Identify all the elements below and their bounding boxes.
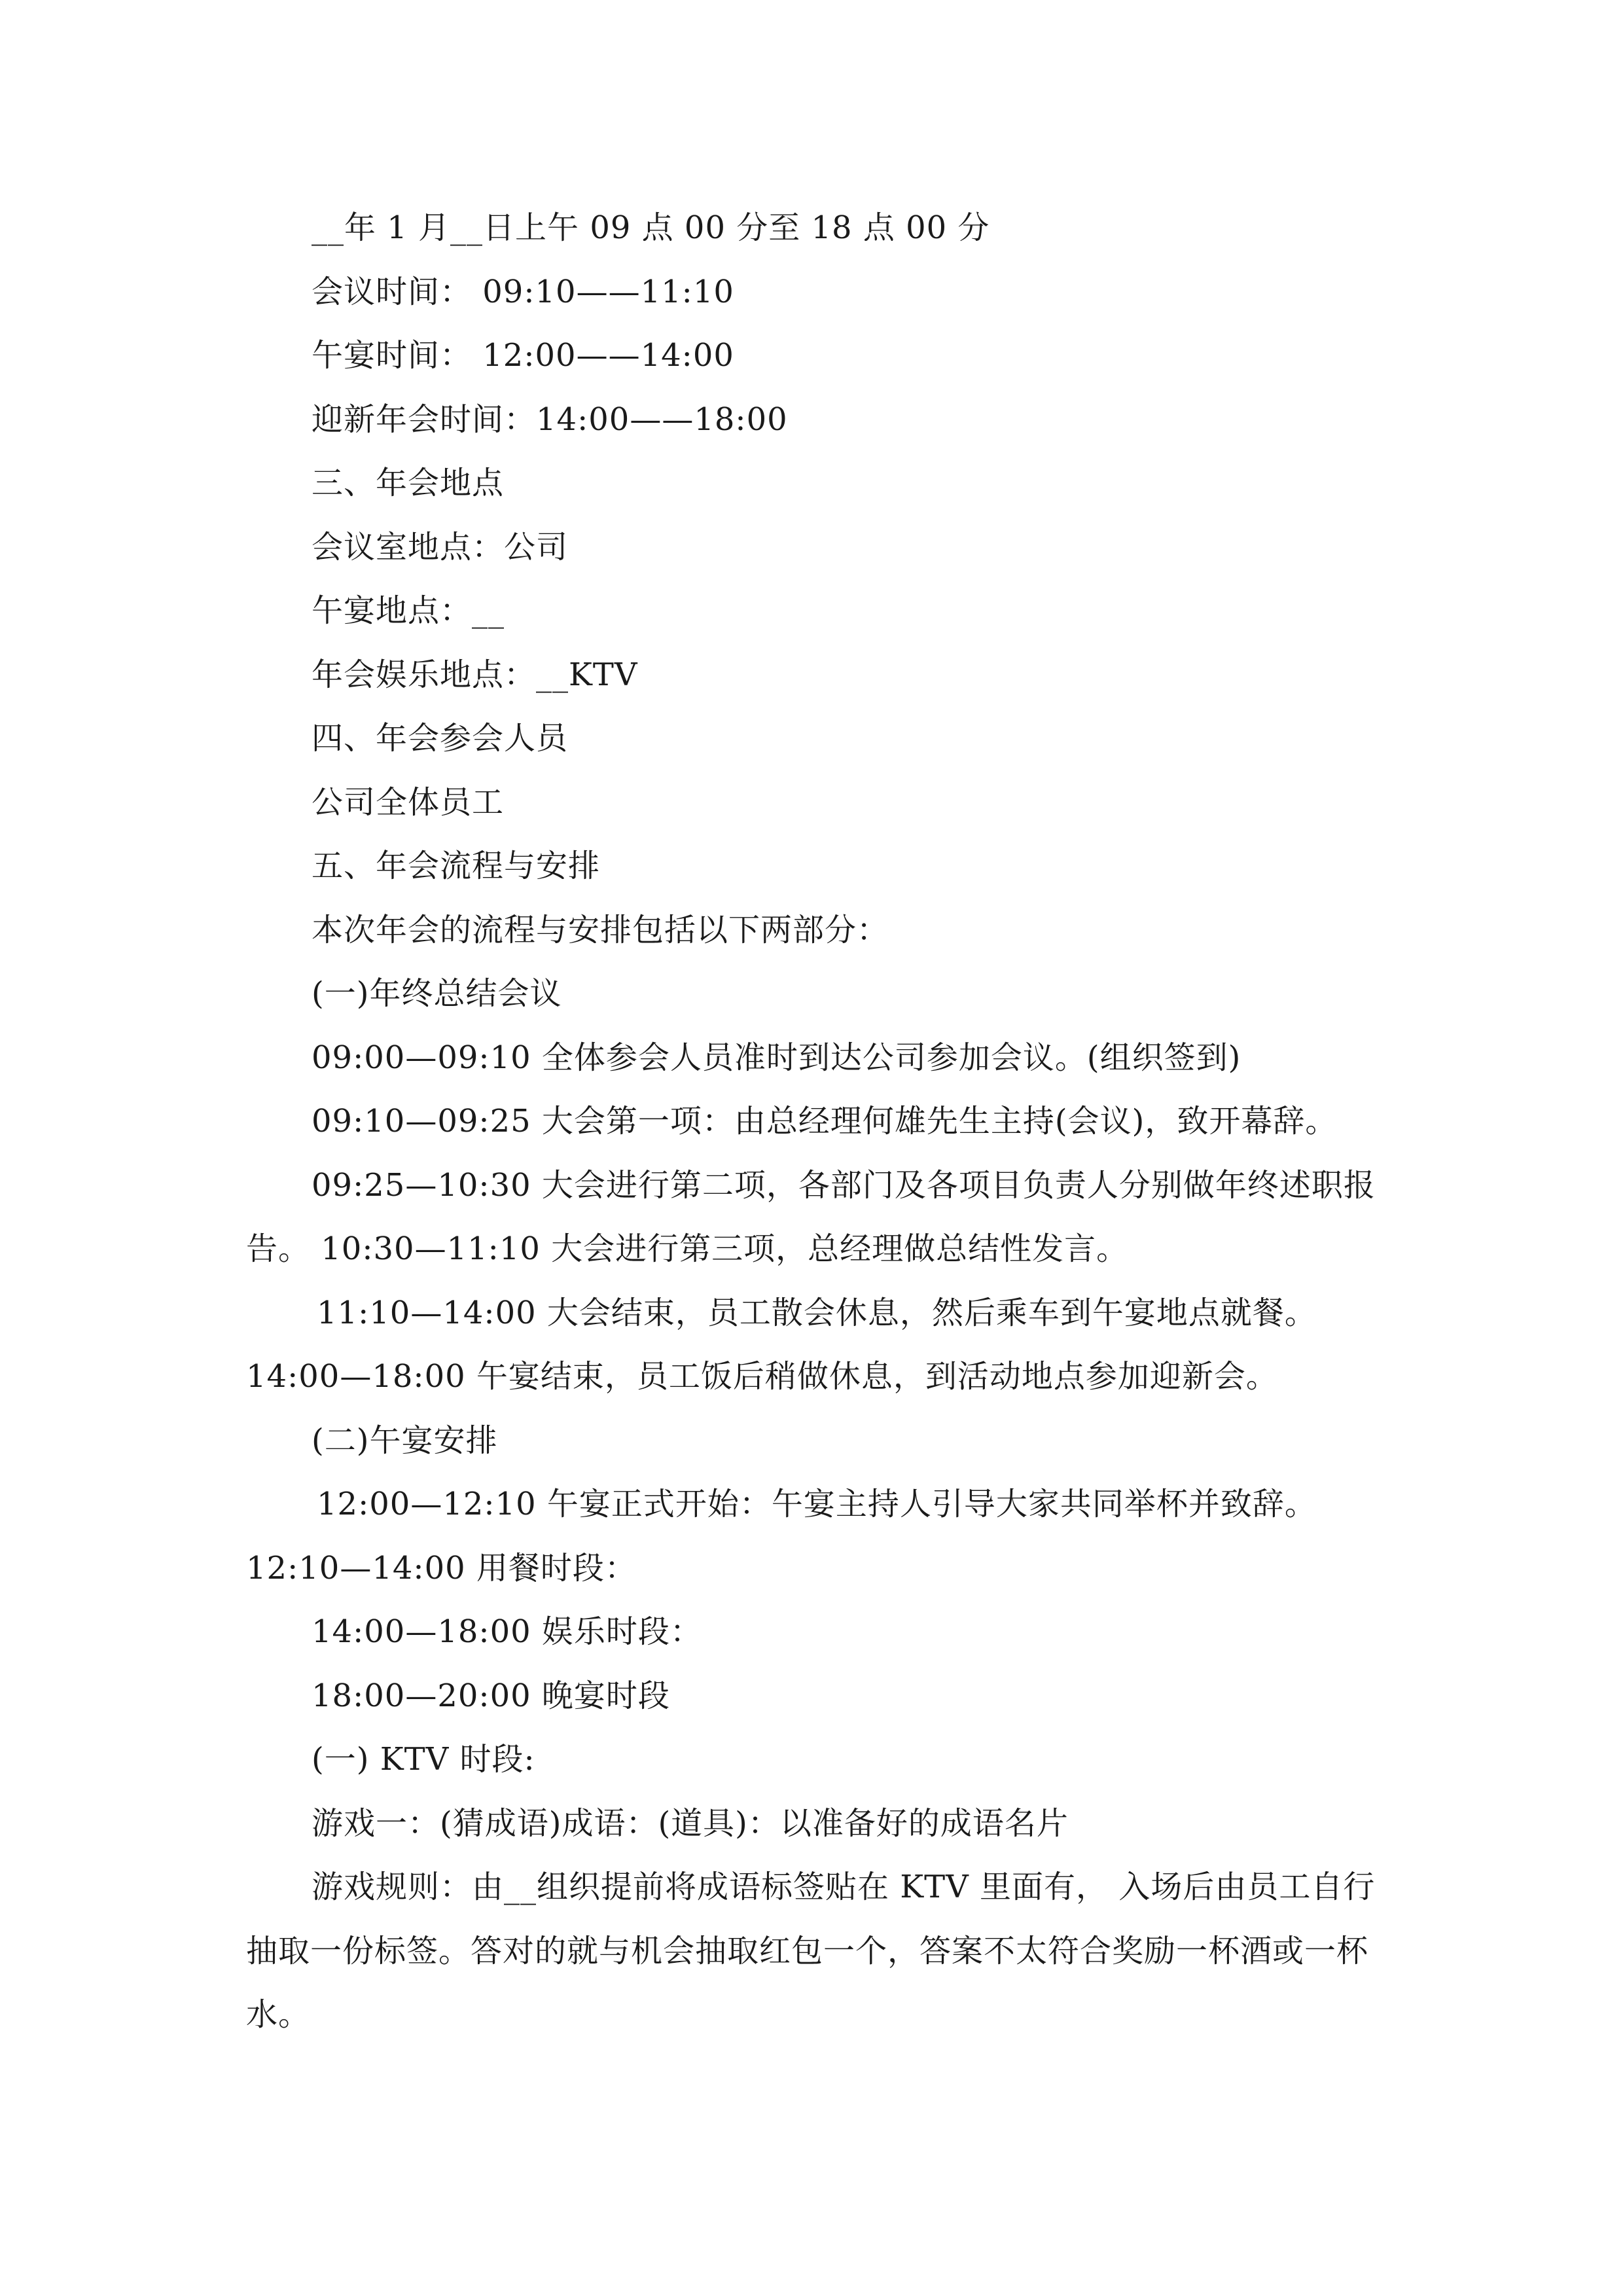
- text-line: 抽取一份标签。答对的就与机会抽取红包一个，答案不太符合奖励一杯酒或一杯: [246, 1933, 1369, 1969]
- subsection-heading: (二)午宴安排: [312, 1422, 498, 1459]
- text-line: 本次年会的流程与安排包括以下两部分：: [312, 912, 889, 948]
- text-line: 公司全体员工: [312, 784, 505, 821]
- text-line: 11:10—14:00 大会结束，员工散会休息，然后乘车到午宴地点就餐。: [317, 1295, 1317, 1331]
- text-line: 游戏规则：由__组织提前将成语标签贴在 KTV 里面有， 入场后由员工自行: [312, 1869, 1376, 1905]
- section-heading: 四、年会参会人员: [312, 720, 569, 757]
- text-line: 09:00—09:10 全体参会人员准时到达公司参加会议。(组织签到): [312, 1039, 1241, 1076]
- subsection-heading: (一) KTV 时段:: [312, 1741, 535, 1778]
- text-line: 会议时间： 09:10——11:10: [312, 274, 734, 310]
- text-line: 12:00—12:10 午宴正式开始：午宴主持人引导大家共同举杯并致辞。: [317, 1486, 1317, 1522]
- text-line: 会议室地点：公司: [312, 529, 569, 565]
- text-line: 14:00—18:00 娱乐时段：: [312, 1613, 702, 1650]
- text-line: 水。: [246, 1996, 311, 2033]
- subsection-heading: (一)年终总结会议: [312, 975, 562, 1012]
- text-line: 18:00—20:00 晚宴时段: [312, 1677, 670, 1714]
- text-line: 迎新年会时间：14:00——18:00: [312, 401, 788, 438]
- text-line: 12:10—14:00 用餐时段：: [246, 1550, 637, 1587]
- section-heading: 五、年会流程与安排: [312, 848, 601, 884]
- text-line: 年会娱乐地点：__KTV: [312, 656, 638, 693]
- text-line: 14:00—18:00 午宴结束，员工饭后稍做休息，到活动地点参加迎新会。: [246, 1358, 1278, 1395]
- text-line: 午宴时间： 12:00——14:00: [312, 337, 734, 374]
- section-heading: 三、年会地点: [312, 465, 505, 501]
- text-line: 游戏一：(猜成语)成语：(道具)：以准备好的成语名片: [312, 1805, 1069, 1842]
- text-line: 告。 10:30—11:10 大会进行第三项，总经理做总结性发言。: [246, 1230, 1129, 1267]
- text-line: 09:10—09:25 大会第一项：由总经理何雄先生主持(会议)，致开幕辞。: [312, 1103, 1338, 1139]
- text-line: 午宴地点：__: [312, 592, 505, 629]
- text-line: 09:25—10:30 大会进行第二项，各部门及各项目负责人分别做年终述职报: [312, 1167, 1376, 1204]
- text-line: __年 1 月__日上午 09 点 00 分至 18 点 00 分: [312, 209, 990, 246]
